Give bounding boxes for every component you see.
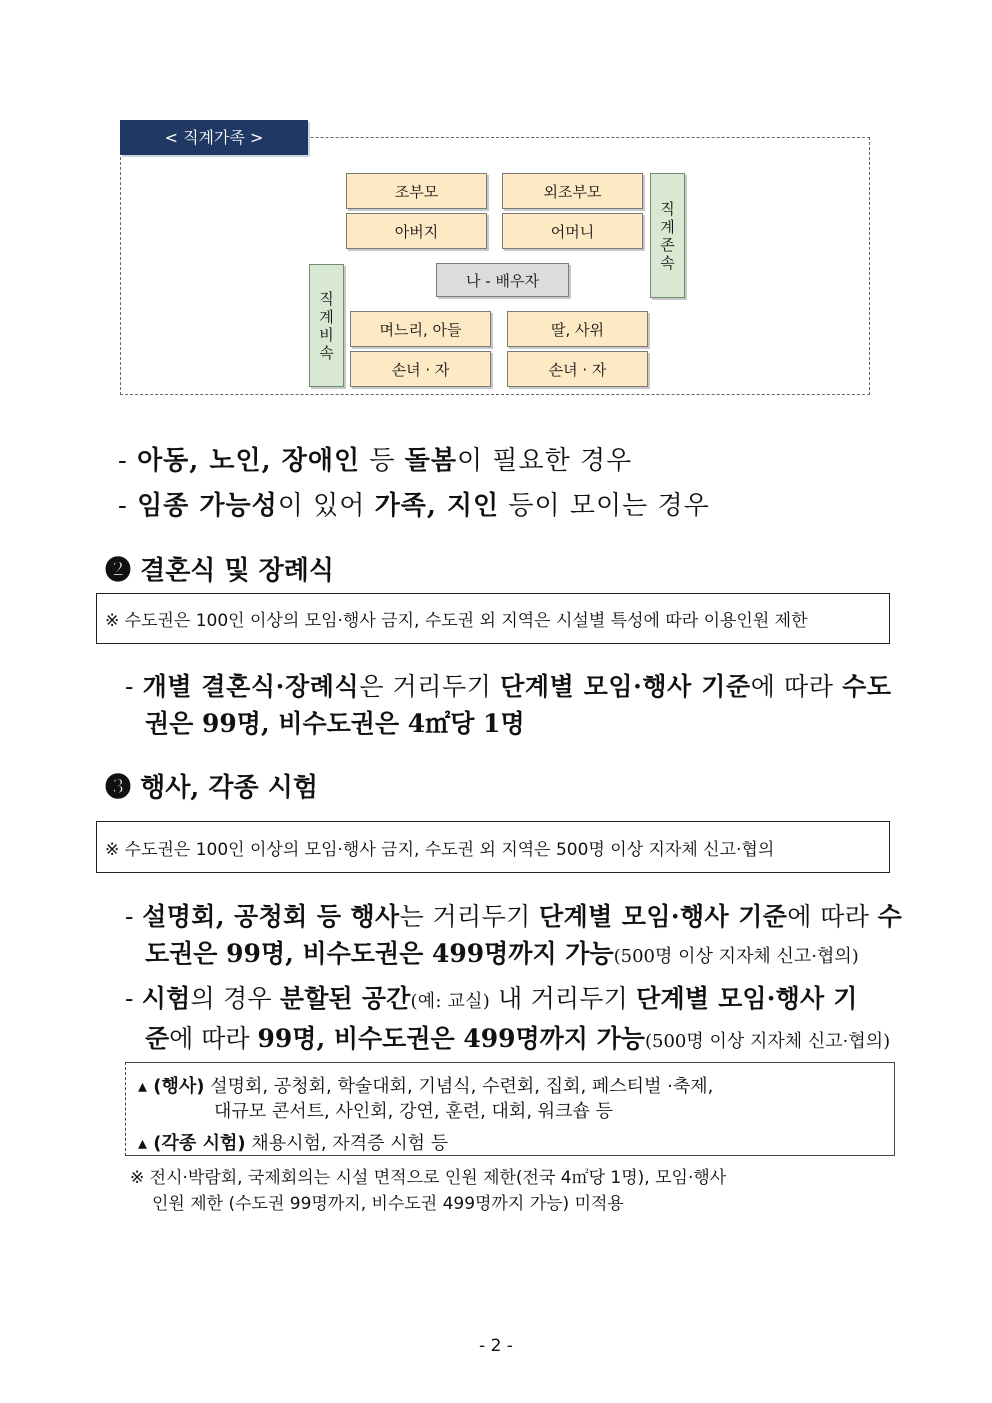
bullet-care-needed: - 아동, 노인, 장애인 등 돌봄이 필요한 경우 [118,446,633,476]
note-box-weddings: ※ 수도권은 100인 이상의 모임·행사 금지, 수도권 외 지역은 시설별 특성에 따라 이용인원 제한 [96,593,890,644]
diagram-title: < 직계가족 > [120,120,308,155]
examples-event-line2: 대규모 콘서트, 사인회, 강연, 훈련, 대회, 워크숍 등 [214,1101,614,1122]
node-maternal-grandparents: 외조부모 [502,173,643,209]
node-grandchild-right: 손녀 · 자 [507,351,648,387]
node-daughter-in-law-son: 며느리, 아들 [350,311,491,347]
ascendant-char: 직 [660,199,675,218]
footnote [130,1165,900,1217]
footnote-line1: ※ 전시·박람회, 국제회의는 시설 면적으로 인원 제한(전국 4㎡당 1명), 모임·행사 [130,1168,727,1188]
examples-box [125,1062,895,1156]
section-heading-events-exams: ❸ 행사, 각종 시험 [105,773,318,803]
ascendant-label [650,173,685,298]
descendant-char: 속 [319,343,334,362]
ascendant-char: 존 [660,235,675,254]
node-father: 아버지 [346,213,487,249]
descendant-char: 비 [319,325,334,344]
node-grandparents: 조부모 [346,173,487,209]
paragraph-weddings: - 개별 결혼식·장례식은 거리두기 단계별 모임·행사 기준에 따라 수도 권은 99명, 비수도권은 4㎡당 1명 [125,672,892,738]
node-daughter-son-in-law: 딸, 사위 [507,311,648,347]
paragraph-exams: - 시험의 경우 분할된 공간(예: 교실) 내 거리두기 단계별 모임·행사 기 준에 따라 99명, 비수도권은 499명까지 가능(500명 이상 지자체 신고·협의) [125,984,891,1053]
descendant-label [309,264,344,387]
descendant-char: 계 [319,307,334,326]
bullet-end-of-life: - 임종 가능성이 있어 가족, 지인 등이 모이는 경우 [118,491,710,521]
page-number: - 2 - [479,1336,513,1356]
descendant-char: 직 [319,289,334,308]
footnote-line2: 인원 제한 (수도권 99명까지, 비수도권 499명까지 가능) 미적용 [152,1194,624,1214]
ascendant-char: 속 [660,253,675,272]
node-grandchild-left: 손녀 · 자 [350,351,491,387]
paragraph-events: - 설명회, 공청회 등 행사는 거리두기 단계별 모임·행사 기준에 따라 수 도권은 99명, 비수도권은 499명까지 가능(500명 이상 지자체 신고·협의) [125,902,903,968]
ascendant-char: 계 [660,217,675,236]
node-mother: 어머니 [502,213,643,249]
section-heading-weddings-funerals: ❷ 결혼식 및 장례식 [105,556,334,586]
examples-event-line1: ▴ (행사) 설명회, 공청회, 학술대회, 기념식, 수련회, 집회, 페스티벌 ·축제, [138,1076,714,1097]
paragraph-weddings-line2: 권은 99명, 비수도권은 4㎡당 1명 [145,709,525,738]
examples-exam-line: ▴ (각종 시험) 채용시험, 자격증 시험 등 [138,1133,449,1154]
node-self-spouse: 나 - 배우자 [436,263,569,297]
note-box-events: ※ 수도권은 100인 이상의 모임·행사 금지, 수도권 외 지역은 500명 이상 지자체 신고·협의 [96,821,890,873]
